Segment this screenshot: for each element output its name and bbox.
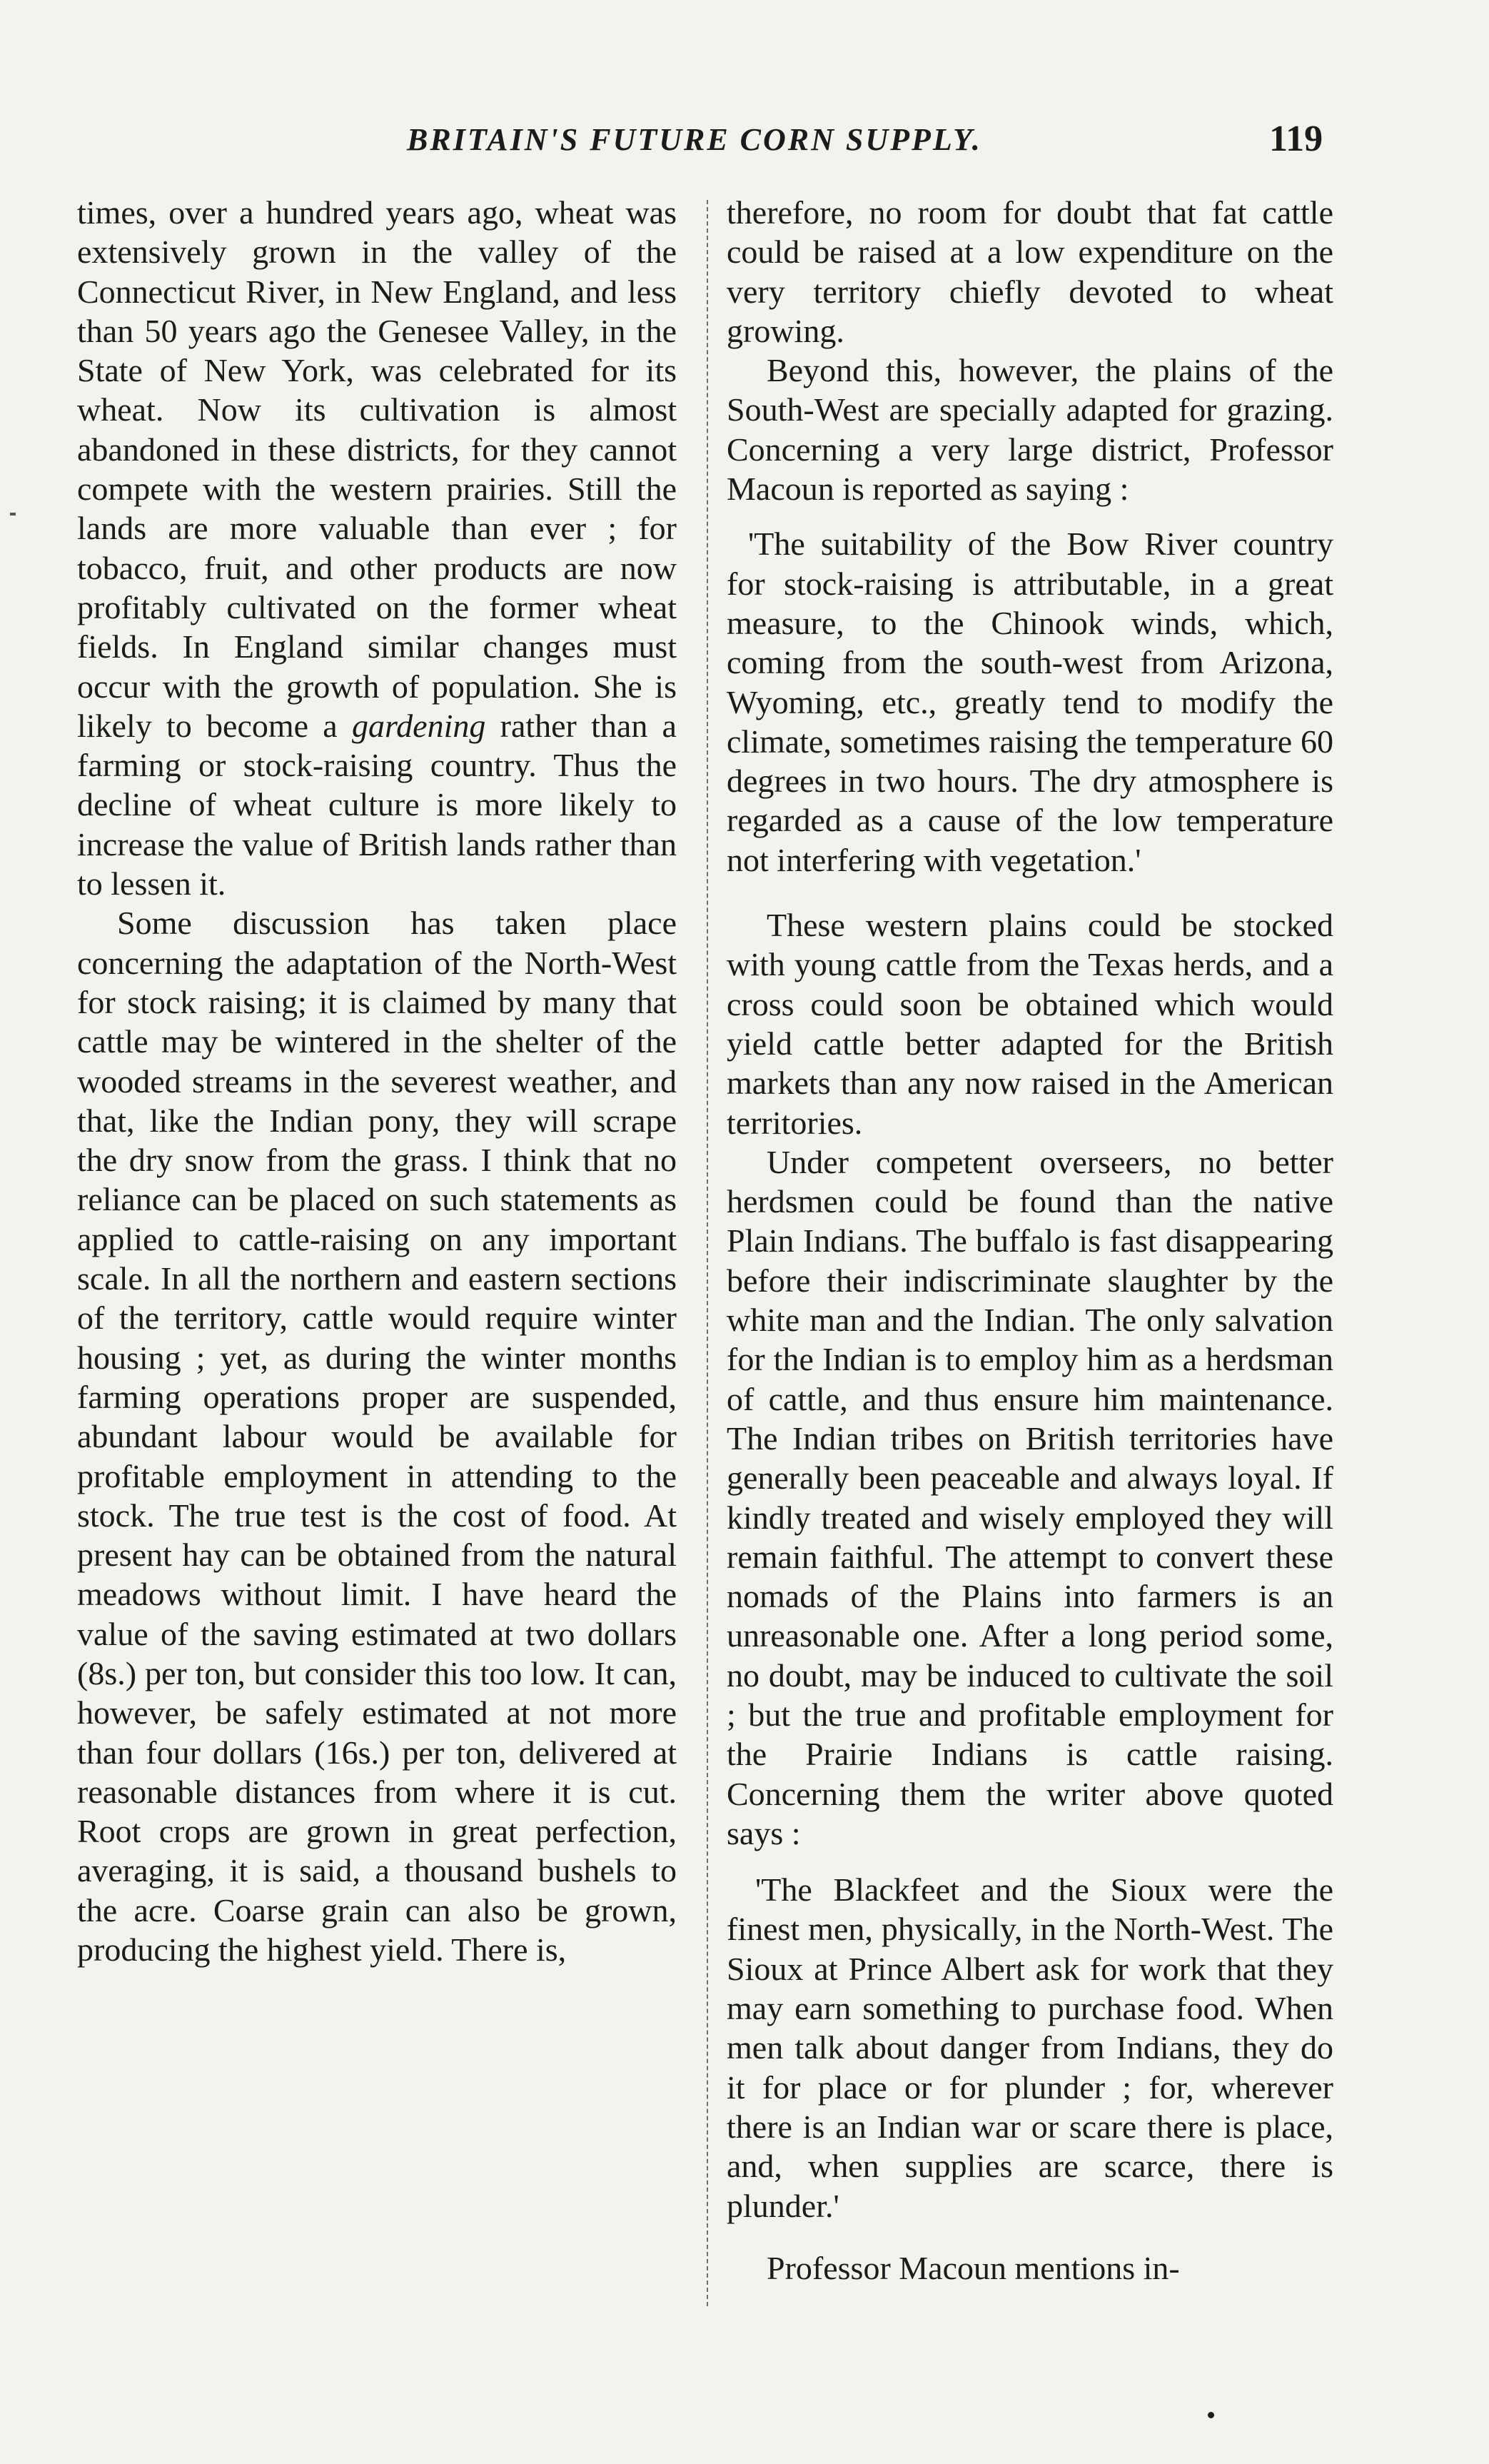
- left-column: [77, 193, 677, 1969]
- left-paragraph-1-text: times, over a hundred years ago, wheat was extensively grown in the valley of the Connecticut River, in New England, and less than 50 years ago the Genesee Valley, in the State of New York, was celebrated for its wheat. Now its cultivation is almost abandoned in these districts, for they cannot compete with the western prairies. Still the lands are more valuable than ever ; for tobacco, fruit, and other products are now profitably cultivated on the former wheat fields. In England similar changes must occur with the growth of population. She is likely to become a: [77, 194, 677, 744]
- right-paragraph-1: therefore, no room for doubt that fat cattle could be raised at a low expenditure on the very territory chiefly devoted to wheat growing.: [727, 194, 1333, 349]
- margin-mark: [10, 513, 16, 516]
- block-quote-2: 'The Blackfeet and the Sioux were the finest men, physically, in the North-West. The Sioux at Prince Albert ask for work that they may earn something to purchase food. When men talk about danger from Indians, they do it for place or for plunder ; for, wherever there is an Indian war or scare there is place, and, when supplies are scarce, there is plunder.': [727, 1871, 1333, 2224]
- left-paragraph-2: Some discussion has taken place concerning the adaptation of the North-West for stock raising; it is claimed by many that cattle may be wintered in the shelter of the wooded streams in the severest weather, and that, like the Indian pony, they will scrape the dry snow from the grass. I think that no reliance can be placed on such statements as applied to cattle-raising on any important scale. In all the northern and eastern sections of the territory, cattle would require winter housing ; yet, as during the winter months farming operations proper are suspended, abundant labour would be available for profitable employment in attending to the stock. The true test is the cost of food. At present hay can be obtained from the natural meadows without limit. I have heard the value of the saving estimated at two dollars (8s.) per ton, but consider this too low. It can, however, be safely estimated at not more than four dollars (16s.) per ton, delivered at reasonable distances from where it is cut. Root crops are grown in great perfection, averaging, it is said, a thousand bushels to the acre. Coarse grain can also be grown, producing the highest yield. There is,: [77, 905, 677, 1968]
- right-paragraph-5: Professor Macoun mentions in-: [767, 2249, 1180, 2286]
- left-paragraph-1-end: rather than a farming or stock-raising country. Thus the decline of wheat culture is more likely to increase the value of British lands rather than to lessen it.: [77, 707, 677, 902]
- ink-dot: [1208, 2412, 1214, 2418]
- right-paragraph-4: Under competent overseers, no better herdsmen could be found than the native Plain Indians. The buffalo is fast disappearing before their indiscriminate slaughter by the white man and the Indian. The only salvation for the Indian is to employ him as a herdsman of cattle, and thus ensure him maintenance. The Indian tribes on British territories have generally been peaceable and always loyal. If kindly treated and wisely employed they will remain faithful. The attempt to convert these nomads of the Plains into farmers is an unreasonable one. After a long period some, no doubt, may be induced to cultivate the soil ; but the true and profitable employment for the Prairie Indians is cattle raising. Concerning them the writer above quoted says :: [727, 1143, 1333, 1851]
- running-title: BRITAIN'S FUTURE CORN SUPPLY.: [407, 122, 982, 157]
- block-quote-1: 'The suitability of the Bow River country for stock-raising is attributable, in a great measure, to the Chinook winds, which, coming from the south-west from Arizona, Wyoming, etc., greatly tend to modify the climate, sometimes raising the temperature 60 degrees in two hours. The dry atmosphere is regarded as a cause of the low temperature not interfering with vegetation.': [727, 526, 1333, 878]
- left-paragraph-1-italic: gardening: [351, 707, 486, 744]
- right-column: [727, 193, 1333, 2288]
- left-paragraph-1: [77, 193, 677, 903]
- right-paragraph-2: Beyond this, however, the plains of the South-West are specially adapted for grazing. Concerning a very large district, Professor Macoun is reported as saying :: [727, 352, 1333, 508]
- right-paragraph-3: These western plains could be stocked with young cattle from the Texas herds, and a cross could soon be obtained which would yield cattle better adapted for the British markets than any now raised in the American territories.: [727, 907, 1333, 1141]
- page-number: 119: [1269, 119, 1323, 159]
- column-divider: [707, 200, 708, 2306]
